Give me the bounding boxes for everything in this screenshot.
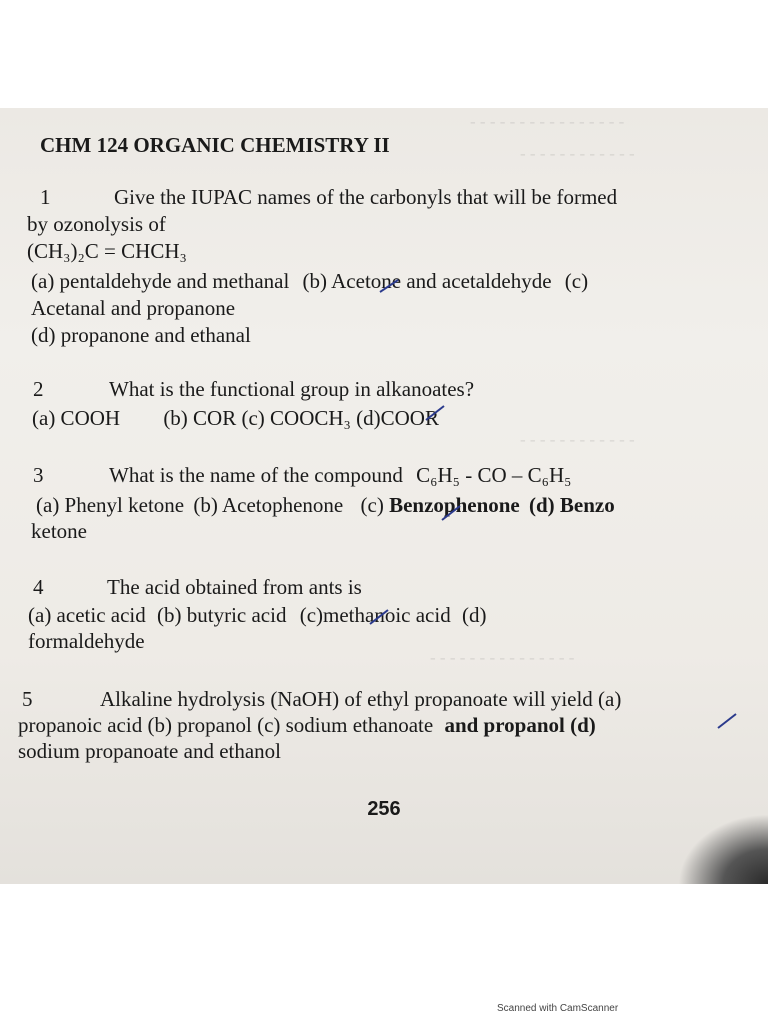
page-number: 256 xyxy=(367,798,401,820)
bleed-through: - - - - - - - - - - - - - - - xyxy=(430,648,575,667)
scanner-watermark: Scanned with CamScanner xyxy=(497,1003,619,1014)
question-3-option-d-continued: ketone xyxy=(31,519,87,543)
question-5-line-2 xyxy=(18,712,596,738)
question-text: and propanol (d) xyxy=(444,713,596,737)
option-c-marker: (c) xyxy=(564,269,589,293)
question-3-formula: C₆H₅ - CO – C₆H₅ xyxy=(416,463,572,487)
option-b: (b) butyric acid xyxy=(157,603,287,627)
question-4-options-line xyxy=(28,602,486,628)
question-3-line xyxy=(33,462,571,488)
answer-tick-icon xyxy=(424,402,446,424)
answer-tick-icon xyxy=(440,502,462,524)
question-number: 5 xyxy=(22,687,33,711)
question-5-line-1 xyxy=(22,686,621,712)
option-b-marker: (b) xyxy=(302,269,328,293)
question-text: What is the name of the compound xyxy=(109,463,403,487)
question-number: 4 xyxy=(33,575,44,599)
bleed-through: - - - - - - - - - - - - xyxy=(520,430,635,449)
question-2-options-line xyxy=(32,405,439,431)
question-4-line xyxy=(33,574,362,600)
document-title: CHM 124 ORGANIC CHEMISTRY II xyxy=(40,133,390,157)
question-1-options-line xyxy=(31,268,588,294)
option-a: (a) COOH xyxy=(32,406,121,430)
option-c-marker: (c) xyxy=(360,493,384,517)
answer-tick-icon xyxy=(368,606,390,628)
question-4-option-d-continued: formaldehyde xyxy=(28,629,145,653)
option-d: COOR xyxy=(380,406,439,430)
option-c: methanoic acid xyxy=(323,603,451,627)
option-c-marker: (c) xyxy=(299,603,324,627)
option-c: Benzophenone xyxy=(389,493,520,517)
option-b: (b) COR xyxy=(163,406,237,430)
question-text: Alkaline hydrolysis (NaOH) of ethyl propanoate will yield (a) xyxy=(100,687,622,711)
scanned-page xyxy=(0,108,768,884)
question-text: propanoic acid (b) propanol (c) sodium ethanoate xyxy=(18,713,434,737)
question-text: What is the functional group in alkanoates? xyxy=(109,377,475,401)
answer-tick-icon xyxy=(716,710,738,732)
option-d: (d) xyxy=(461,603,487,627)
question-3-options-line xyxy=(36,492,615,518)
option-d: (d) Benzo xyxy=(529,493,615,517)
photo-shadow xyxy=(678,814,768,884)
answer-tick-icon xyxy=(378,276,400,298)
option-c: (c) COOCH₃ xyxy=(241,406,351,430)
question-text: The acid obtained from ants is xyxy=(107,575,362,599)
question-text: Give the IUPAC names of the carbonyls that will be formed xyxy=(114,185,618,209)
option-b: (b) Acetophenone xyxy=(193,493,344,517)
option-a: (a) acetic acid xyxy=(28,603,146,627)
option-a: (a) Phenyl ketone xyxy=(36,493,185,517)
option-b: Acetone and acetaldehyde xyxy=(331,269,552,293)
question-1-option-d: (d) propanone and ethanal xyxy=(31,323,251,347)
question-number: 3 xyxy=(33,463,44,487)
option-d-marker: (d) xyxy=(356,406,381,430)
question-number: 2 xyxy=(33,377,44,401)
option-a: (a) pentaldehyde and methanal xyxy=(31,269,290,293)
question-5-line-3: sodium propanoate and ethanol xyxy=(18,739,282,763)
question-number: 1 xyxy=(40,185,51,209)
question-2-line xyxy=(33,376,474,402)
question-1-option-c: Acetanal and propanone xyxy=(31,296,236,320)
bleed-through: - - - - - - - - - - - - - - - - xyxy=(470,112,625,131)
bleed-through: - - - - - - - - - - - - xyxy=(520,144,635,163)
question-1-line-1 xyxy=(40,184,617,210)
question-1-formula: (CH₃)₂C = CHCH₃ xyxy=(27,239,187,263)
question-1-line-2: by ozonolysis of xyxy=(27,212,166,236)
